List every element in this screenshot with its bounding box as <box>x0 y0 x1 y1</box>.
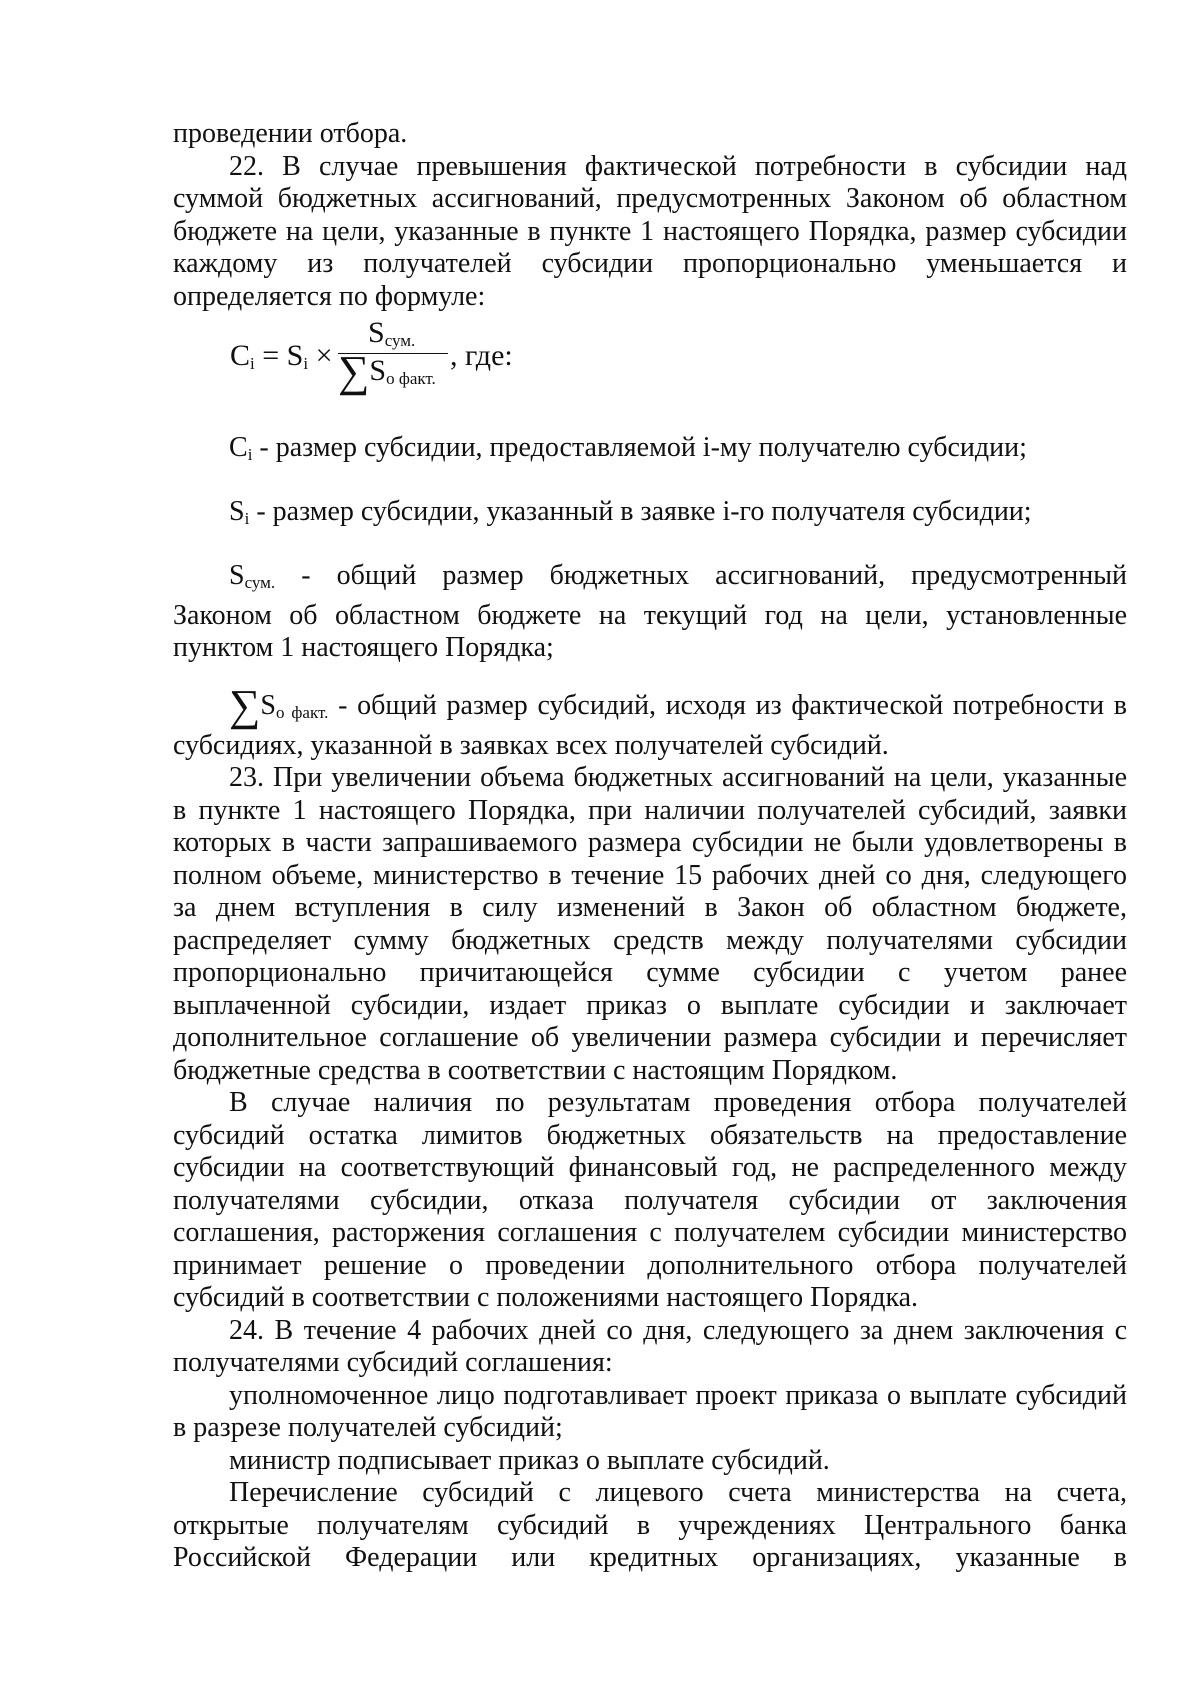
text-line: пунктом 1 настоящего Порядка; <box>173 632 554 663</box>
text-line: Перечисление субсидий с лицевого счета министерства на счета, <box>229 1477 1127 1508</box>
subsidy-formula <box>230 316 570 396</box>
text-line: соглашения, расторжения соглашения с получателем субсидии министерство <box>173 1217 1127 1248</box>
text-line: пропорционально причитающейся сумме субсидии с учетом ранее <box>173 957 1127 988</box>
main-body-block <box>173 681 1128 1575</box>
text-line: за днем вступления в силу изменений в Закон об областном бюджете, <box>173 892 1127 923</box>
text-line: субсидиях, указанной в заявках всех получателей субсидий. <box>173 729 889 761</box>
formula-numerator: $S_{сум.}$ <box>368 316 416 350</box>
text-line: дополнительное соглашение об увеличении размера субсидии и перечисляет <box>173 1022 1127 1053</box>
text-line: распределяет сумму бюджетных средств между получателями субсидии <box>173 924 1127 956</box>
text-line: 22. В случае превышения фактической потребности в субсидии над <box>229 150 1127 182</box>
text-line: принимает решение о проведении дополнительного отбора получателей <box>173 1249 1127 1281</box>
text-line: каждому из получателей субсидии пропорционально уменьшается и <box>173 248 1127 279</box>
formula-tail: , где: <box>450 339 513 372</box>
text-line: проведении отбора. <box>173 118 408 149</box>
text-line: министр подписывает приказ о выплате субсидий. <box>229 1444 830 1476</box>
text-line: суммой бюджетных ассигнований, предусмотренных Законом об областном <box>173 183 1127 214</box>
text-line: $S_i$ - размер субсидии, указанный в заявке i-го получателя субсидии; <box>229 496 1032 528</box>
text-line: уполномоченное лицо подготавливает проект приказа о выплате субсидий <box>229 1379 1127 1411</box>
text-line: в разрезе получателей субсидий; <box>173 1412 563 1443</box>
text-line: которых в части запрашиваемого размера субсидии не были удовлетворены в <box>173 827 1127 858</box>
text-line: 24. В течение 4 рабочих дней со дня, следующего за днем заключения с <box>229 1314 1127 1346</box>
text-line: В случае наличия по результатам проведения отбора получателей <box>229 1087 1127 1118</box>
definition-ssum <box>173 560 1127 665</box>
text-line: Российской Федерации или кредитных организациях, указанные в <box>173 1542 1127 1573</box>
text-line: 23. При увеличении объема бюджетных ассигнований на цели, указанные <box>229 762 1127 793</box>
text-line: $\sum S_{о факт.}$ - общий размер субсидий, исходя из фактической потребности в <box>229 681 1128 730</box>
text-line: Законом об областном бюджете на текущий год на цели, установленные <box>173 599 1127 631</box>
text-line: получателями субсидии, отказа получателя субсидии от заключения <box>173 1184 1127 1216</box>
formula-denominator: $\sum S_{о факт.}$ <box>338 347 436 396</box>
text-line: открытые получателям субсидий в учреждениях Центрального банка <box>173 1509 1127 1541</box>
text-line: в пункте 1 настоящего Порядка, при наличии получателей субсидий, заявки <box>173 794 1127 826</box>
text-line: $S_{сум.}$ - общий размер бюджетных ассигнований, предусмотренный <box>229 560 1127 592</box>
paragraph-22-block <box>173 118 1127 313</box>
text-line: субсидий остатка лимитов бюджетных обязательств на предоставление <box>173 1119 1127 1151</box>
text-line: определяется по формуле: <box>173 280 486 312</box>
text-line: субсидий в соответствии с положениями настоящего Порядка. <box>173 1282 919 1313</box>
definition-si <box>173 496 1127 536</box>
text-line: полном объеме, министерство в течение 15 рабочих дней со дня, следующего <box>173 859 1127 891</box>
formula-fraction <box>338 316 448 396</box>
definition-ci <box>173 432 1127 472</box>
sigma-symbol: ∑ <box>338 347 370 396</box>
text-line: бюджетные средства в соответствии с настоящим Порядком. <box>173 1054 898 1086</box>
text-line: получателями субсидий соглашения: <box>173 1347 613 1378</box>
text-line: бюджете на цели, указанные в пункте 1 настоящего Порядка, размер субсидии <box>173 215 1127 247</box>
sigma-symbol: ∑ <box>229 681 261 730</box>
formula-lhs: $C_i = S_i$ × <box>230 339 333 373</box>
text-line: $C_i$ - размер субсидии, предоставляемой i-му получателю субсидии; <box>229 432 1027 464</box>
text-line: выплаченной субсидии, издает приказ о выплате субсидии и заключает <box>173 989 1127 1021</box>
text-line: субсидии на соответствующий финансовый год, не распределенного между <box>173 1152 1127 1183</box>
